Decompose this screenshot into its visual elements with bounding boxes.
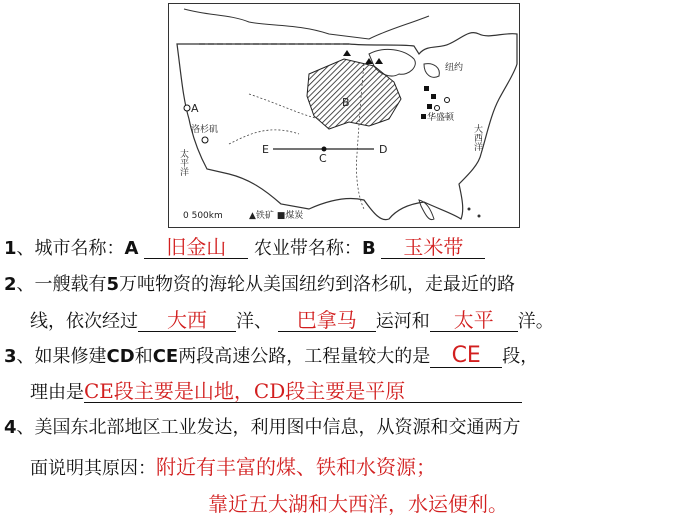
label-pacific: 太平洋 (178, 149, 188, 176)
label-e: E (262, 143, 269, 156)
label-b: B (342, 96, 350, 109)
q2-line2-pre: 线，依次经过 (30, 311, 138, 332)
q2-answer-1: 大西 (138, 309, 236, 332)
q4-line2-pre: 面说明其原因： (30, 458, 156, 479)
ny-marker (445, 98, 450, 103)
q2-answer-3: 太平 (430, 309, 518, 332)
question-4-line-1 (4, 416, 521, 440)
label-ny: 纽约 (445, 63, 464, 73)
q3-reason-answer: CE段主要是山地，CD段主要是平原 (84, 380, 522, 403)
q3-text-2: 两段高速公路，工程量较大的是 (178, 346, 431, 367)
q1-number: 1 (4, 238, 17, 259)
q1-label-a: A (124, 238, 139, 259)
coal-icon (421, 114, 426, 119)
dc-marker (435, 106, 440, 111)
q4-answer-1: 附近有丰富的煤、铁和水资源； (156, 455, 436, 479)
q3-end: 段， (502, 346, 539, 367)
question-2-line-2 (30, 309, 554, 334)
question-4-line-2 (30, 455, 436, 481)
q2-mid-1: 洋、 (236, 311, 272, 332)
question-1 (4, 236, 485, 261)
label-la: 洛杉矶 (191, 125, 219, 135)
q1-label-b: B (361, 238, 376, 259)
coal-icon (427, 104, 432, 109)
q4-answer-2: 靠近五大湖和大西洋，水运便利。 (208, 492, 508, 516)
label-dc: 华盛顿 (427, 113, 455, 123)
iron-ore-icon (343, 50, 351, 56)
iron-ore-icon (375, 58, 383, 64)
question-3-line-1 (4, 345, 538, 369)
point-c (322, 147, 327, 152)
coal-icon (431, 94, 436, 99)
q1-text-b: 农业带名称： (253, 238, 362, 259)
label-d: D (379, 143, 388, 156)
q3-and: 和 (134, 346, 153, 367)
q3-number: 3 (4, 346, 17, 367)
q4-number: 4 (4, 417, 17, 438)
label-a: A (191, 102, 199, 115)
q3-cd: CD (106, 346, 135, 367)
coal-icon (424, 86, 429, 91)
question-3-line-2 (30, 380, 522, 405)
label-legend: ▲铁矿 ■煤炭 (249, 211, 304, 221)
q1-text-a: 、城市名称： (16, 238, 125, 259)
us-map (168, 3, 520, 228)
label-c: C (319, 152, 327, 165)
canada-coast (184, 9, 429, 39)
city-a-marker (184, 105, 190, 111)
q2-text-1: 、一艘载有 (16, 274, 107, 295)
q2-mid-2: 运河和 (375, 311, 430, 332)
q3-reason-pre: 理由是 (30, 382, 84, 403)
la-marker (202, 137, 208, 143)
question-2-line-1 (4, 273, 515, 297)
q2-end: 洋。 (517, 311, 554, 332)
q4-text-1: 、美国东北部地区工业发达，利用图中信息，从资源和交通两方 (16, 417, 521, 438)
q3-ce: CE (152, 346, 179, 367)
q2-text-2: 万吨物资的海轮从美国纽约到洛杉矶，走最近的路 (119, 274, 516, 295)
q1-answer-b: 玉米带 (381, 236, 485, 259)
q3-text-1: 、如果修建 (16, 346, 107, 367)
corn-belt-region (307, 59, 401, 129)
question-4-line-3 (208, 492, 508, 518)
q2-answer-2: 巴拿马 (278, 309, 376, 332)
us-map-svg (169, 4, 519, 227)
label-scale: 0 500km (183, 211, 223, 221)
q2-number: 2 (4, 274, 17, 295)
label-atlantic: 大西洋 (472, 124, 482, 151)
q2-bold-num: 5 (106, 274, 120, 295)
q1-answer-a: 旧金山 (144, 236, 248, 259)
q3-answer: CE (430, 345, 502, 368)
